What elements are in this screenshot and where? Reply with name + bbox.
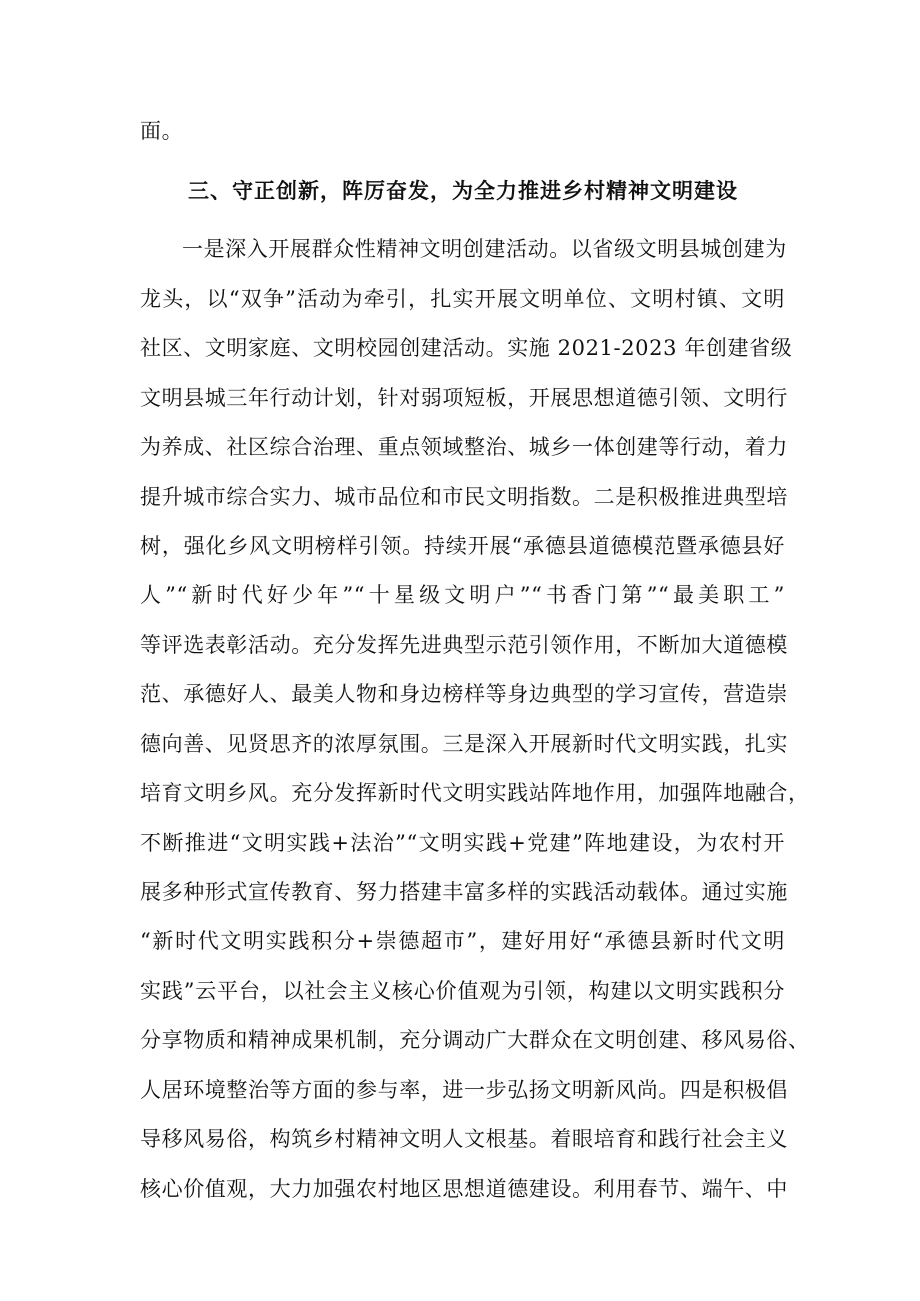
paragraph-line: 龙头，以“双争”活动为牵引，扎实开展文明单位、文明村镇、文明 — [140, 287, 785, 311]
paragraph-line: 培育文明乡风。充分发挥新时代文明实践站阵地作用，加强阵地融合， — [140, 781, 810, 805]
paragraph-line: 一是深入开展群众性精神文明创建活动。以省级文明县城创建为 — [182, 237, 787, 261]
paragraph-line: 实践”云平台，以社会主义核心价值观为引领，构建以文明实践积分 — [140, 979, 785, 1003]
paragraph-line: 为养成、社区综合治理、重点领域整治、城乡一体创建等行动，着力 — [140, 435, 788, 459]
paragraph-line: 核心价值观，大力加强农村地区思想道德建设。利用春节、端午、中 — [140, 1177, 788, 1201]
paragraph-line: 提升城市综合实力、城市品位和市民文明指数。二是积极推进典型培 — [140, 485, 788, 509]
paragraph-line: 人居环境整治等方面的参与率，进一步弘扬文明新风尚。四是积极倡 — [140, 1078, 788, 1102]
leading-fragment: 面。 — [140, 119, 184, 143]
paragraph-line: 人”“新时代好少年”“十星级文明户”“书香门第”“最美职工” — [140, 583, 785, 607]
paragraph-line: 范、承德好人、最美人物和身边榜样等身边典型的学习宣传，营造崇 — [140, 682, 788, 706]
paragraph-line: 树，强化乡风文明榜样引领。持续开展“承德县道德模范暨承德县好 — [140, 534, 785, 558]
paragraph-line: 导移风易俗，构筑乡村精神文明人文根基。着眼培育和践行社会主义 — [140, 1127, 788, 1151]
section-heading: 三、守正创新，阵厉奋发，为全力推进乡村精神文明建设 — [188, 178, 738, 203]
paragraph-line: 分享物质和精神成果机制，充分调动广大群众在文明创建、移风易俗、 — [140, 1028, 810, 1052]
paragraph-line: 文明县城三年行动计划，针对弱项短板，开展思想道德引领、文明行 — [140, 386, 788, 410]
paragraph-line: “新时代文明实践积分+崇德超市”，建好用好“承德县新时代文明 — [140, 929, 785, 953]
paragraph-line: 展多种形式宣传教育、努力搭建丰富多样的实践活动载体。通过实施 — [140, 880, 788, 904]
paragraph-line: 德向善、见贤思齐的浓厚氛围。三是深入开展新时代文明实践，扎实 — [140, 732, 788, 756]
paragraph-line: 不断推进“文明实践+法治”“文明实践+党建”阵地建设，为农村开 — [140, 831, 785, 855]
paragraph-line: 等评选表彰活动。充分发挥先进典型示范引领作用，不断加大道德模 — [140, 633, 788, 657]
paragraph-line: 社区、文明家庭、文明校园创建活动。实施 2021-2023 年创建省级 — [140, 336, 793, 360]
